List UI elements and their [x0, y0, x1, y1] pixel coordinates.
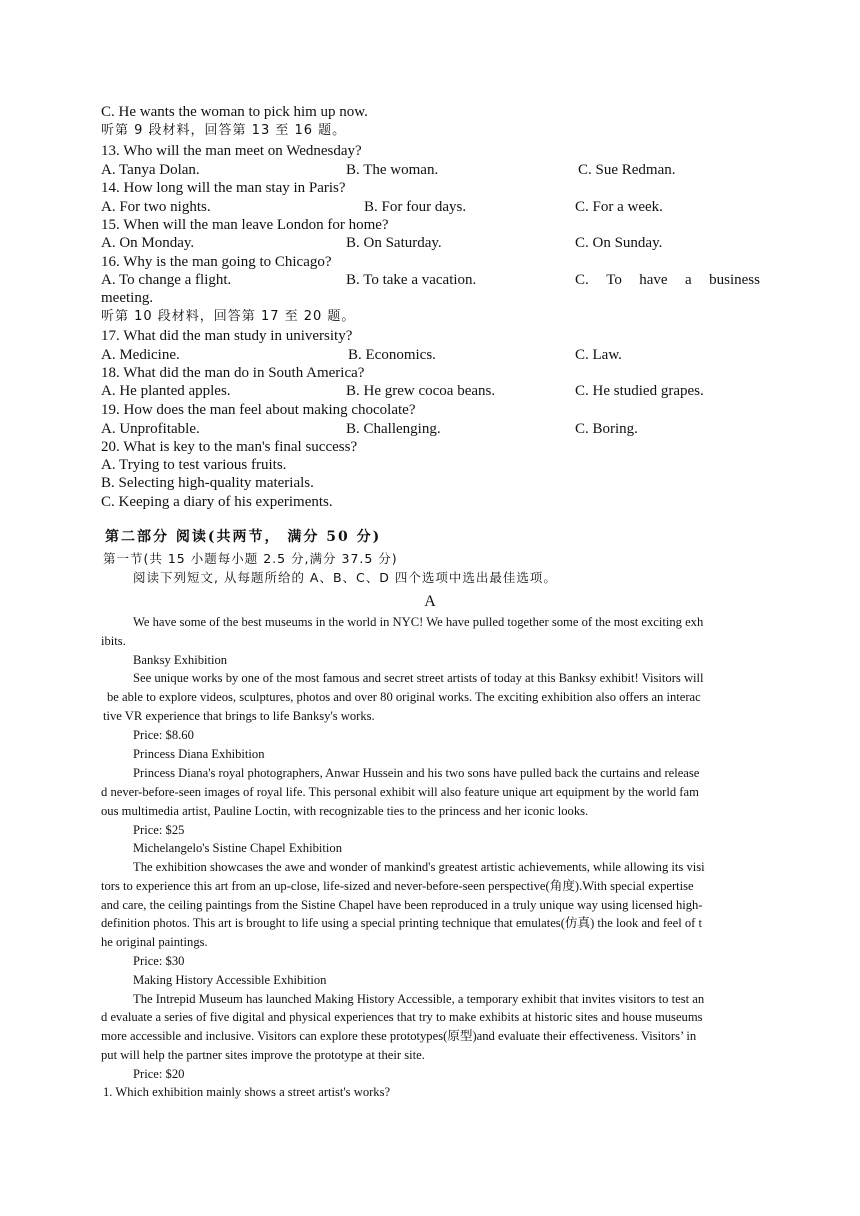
history-price: Price: $20	[133, 1067, 185, 1081]
q19-option-a: A. Unprofitable.	[101, 421, 200, 437]
q18-option-b: B. He grew cocoa beans.	[346, 383, 496, 399]
passage9-intro: 听第 9 段材料，回答第 13 至 16 题。	[101, 123, 347, 138]
q16-option-c-word: business	[709, 272, 760, 288]
q16-option-a: A. To change a flight.	[101, 272, 232, 288]
q16-option-c	[575, 271, 760, 289]
reading-instructions: 阅读下列短文, 从每题所给的 A、B、C、D 四个选项中选出最佳选项。	[133, 570, 557, 585]
sistine-price: Price: $30	[133, 954, 185, 968]
q16-option-b: B. To take a vacation.	[346, 272, 477, 288]
sistine-line-3: and care, the ceiling paintings from the Sistine Chapel have been reproduced in a truly unique way using licensed high-	[101, 898, 703, 912]
q19-option-c: C. Boring.	[575, 421, 638, 437]
sistine-line-4: definition photos. This art is brought to life using a special printing technique that emulates(仿真) the look and feel of t	[101, 916, 702, 930]
q17-option-c: C. Law.	[575, 347, 622, 363]
q16-option-c-word: a	[685, 272, 692, 288]
history-line-1: The Intrepid Museum has launched Making History Accessible, a temporary exhibit that invites visitors to test an	[133, 992, 705, 1006]
diana-line-2: d never-before-seen images of royal life. This personal exhibit will also feature unique art equipment by the world fam	[101, 785, 699, 799]
q20-option-a: A. Trying to test various fruits.	[101, 457, 287, 473]
passage-letter: A	[424, 593, 436, 610]
diana-line-3: ous multimedia artist, Pauline Loctin, with recognizable ties to the princess and her iconic looks.	[101, 804, 589, 818]
question-16: 16. Why is the man going to Chicago?	[101, 254, 332, 270]
question-19: 19. How does the man feel about making chocolate?	[101, 402, 416, 418]
q19-option-b: B. Challenging.	[346, 421, 441, 437]
q16-option-c-continued: meeting.	[101, 290, 154, 306]
q12-option-c: C. He wants the woman to pick him up now.	[101, 104, 368, 120]
question-20: 20. What is key to the man's final success?	[101, 439, 358, 455]
question-17: 17. What did the man study in university?	[101, 328, 353, 344]
banksy-line-1: See unique works by one of the most famous and secret street artists of today at this Banksy exhibit! Visitors will	[133, 671, 704, 685]
history-line-4: put will help the partner sites improve the prototype at their site.	[101, 1048, 425, 1062]
q13-option-a: A. Tanya Dolan.	[101, 162, 200, 178]
sistine-line-1: The exhibition showcases the awe and wonder of mankind's greatest artistic achievements, while allowing its visi	[133, 860, 705, 874]
history-line-2: d evaluate a series of five digital and physical experiences that try to make exhibits at historic sites and house museums	[101, 1010, 703, 1024]
intro-line-1: We have some of the best museums in the world in NYC! We have pulled together some of the most exciting exh	[133, 615, 704, 629]
q15-option-c: C. On Sunday.	[575, 235, 663, 251]
q16-option-c-word: have	[639, 272, 668, 288]
passage10-intro: 听第 10 段材料，回答第 17 至 20 题。	[101, 309, 356, 324]
q16-option-c-word: C.	[575, 272, 589, 288]
history-title: Making History Accessible Exhibition	[133, 973, 327, 987]
diana-line-1: Princess Diana's royal photographers, Anwar Hussein and his two sons have pulled back the curtains and release	[133, 766, 700, 780]
q20-option-b: B. Selecting high-quality materials.	[101, 475, 314, 491]
q15-option-b: B. On Saturday.	[346, 235, 442, 251]
question-15: 15. When will the man leave London for home?	[101, 217, 389, 233]
diana-price: Price: $25	[133, 823, 185, 837]
banksy-title: Banksy Exhibition	[133, 653, 228, 667]
sistine-line-2: tors to experience this art from an up-close, life-sized and never-before-seen perspective(角度).With special expertise	[101, 879, 694, 893]
q14-option-b: B. For four days.	[364, 199, 467, 215]
q20-option-c: C. Keeping a diary of his experiments.	[101, 494, 333, 510]
part-two-title: 第二部分 阅读(共两节， 满分 50 分)	[105, 529, 382, 545]
question-18: 18. What did the man do in South America?	[101, 365, 365, 381]
banksy-price: Price: $8.60	[133, 728, 194, 742]
q13-option-b: B. The woman.	[346, 162, 439, 178]
question-14: 14. How long will the man stay in Paris?	[101, 180, 346, 196]
q14-option-a: A. For two nights.	[101, 199, 211, 215]
q15-option-a: A. On Monday.	[101, 235, 195, 251]
diana-title: Princess Diana Exhibition	[133, 747, 265, 761]
q18-option-a: A. He planted apples.	[101, 383, 231, 399]
q17-option-a: A. Medicine.	[101, 347, 180, 363]
sistine-title: Michelangelo's Sistine Chapel Exhibition	[133, 841, 342, 855]
banksy-line-2: be able to explore videos, sculptures, photos and over 80 original works. The exciting exhibition also offers an interac	[107, 690, 701, 704]
q18-option-c: C. He studied grapes.	[575, 383, 704, 399]
q16-option-c-word: To	[606, 272, 622, 288]
q14-option-c: C. For a week.	[575, 199, 663, 215]
intro-line-2: ibits.	[101, 634, 126, 648]
q13-option-c: C. Sue Redman.	[578, 162, 676, 178]
reading-question-1: 1. Which exhibition mainly shows a street artist's works?	[103, 1085, 391, 1099]
sistine-line-5: he original paintings.	[101, 935, 208, 949]
section-one-title: 第一节(共 15 小题每小题 2.5 分,满分 37.5 分)	[103, 551, 398, 566]
history-line-3: more accessible and inclusive. Visitors can explore these prototypes(原型)and evaluate their effectiveness. Visitors’ in	[101, 1029, 697, 1043]
q17-option-b: B. Economics.	[348, 347, 436, 363]
question-13: 13. Who will the man meet on Wednesday?	[101, 143, 362, 159]
banksy-line-3: tive VR experience that brings to life Banksy's works.	[103, 709, 375, 723]
